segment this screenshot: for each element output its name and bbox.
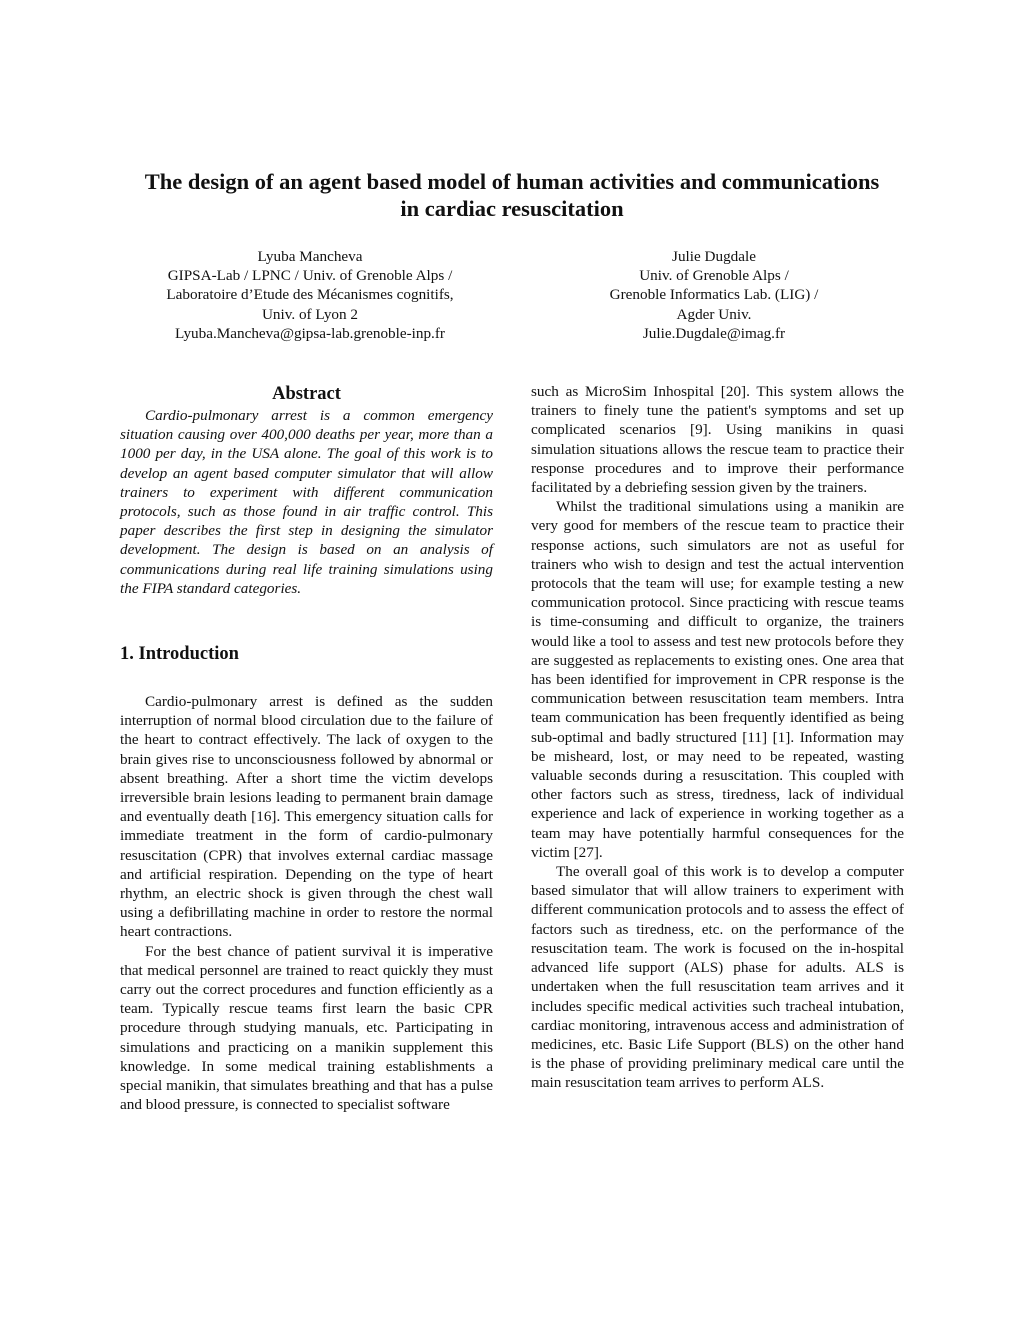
paper-title bbox=[100, 168, 924, 222]
author-email: Lyuba.Mancheva@gipsa-lab.grenoble-inp.fr bbox=[175, 324, 445, 342]
abstract-heading: Abstract bbox=[272, 384, 341, 404]
author-email: Julie.Dugdale@imag.fr bbox=[642, 324, 786, 342]
author-block-dugdale bbox=[504, 247, 924, 343]
author-affiliation: Grenoble Informatics Lab. (LIG) / bbox=[609, 286, 819, 304]
author-affiliation: Agder Univ. bbox=[676, 305, 752, 323]
body-paragraph: such as MicroSim Inhospital [20]. This system allows the trainers to finely tune the patient's symptoms and set up complicated scenarios [9]. Using manikins in quasi simulation situations allows the rescue team to practice their response procedures and to improve their performance facilitated by a debriefing session given by the trainers. bbox=[531, 383, 904, 497]
author-affiliation: Univ. of Grenoble Alps / bbox=[639, 267, 789, 285]
body-paragraph: Cardio-pulmonary arrest is defined as the sudden interruption of normal blood circulation due to the failure of the heart to contract effectively. The lack of oxygen to the brain gives rise to unconsciousness followed by abnormal or absent breathing. After a short time the victim develops irreversible brain lesions leading to permanent brain damage and eventually death [16]. This emergency situation calls for immediate treatment in the form of cardio-pulmonary resuscitation (CPR) that involves external cardiac massage and artificial respiration. Depending on the type of heart rhythm, an electric shock is given through the chest wall using a defibrillating machine in order to restore the normal heart contractions. bbox=[120, 693, 493, 941]
paper-title-line: The design of an agent based model of human activities and communications bbox=[144, 169, 880, 194]
author-name: Lyuba Mancheva bbox=[257, 248, 363, 265]
body-paragraph: The overall goal of this work is to develop a computer based simulator that will allow trainers to experiment with different communication protocols and to assess the effect of factors such as tiredness, etc. on the performance of the resuscitation team. The work is focused on the in-hospital advanced life support (ALS) phase for adults. ALS is undertaken when the full resuscitation team arrives and it includes specific medical activities such tracheal intubation, cardiac monitoring, intravenous access and administration of medicines, etc. Basic Life Support (BLS) on the other hand is the phase of providing preliminary medical care until the main resuscitation team arrives to perform ALS. bbox=[531, 863, 904, 1092]
body-paragraph: For the best chance of patient survival it is imperative that medical personnel are trained to react quickly they must carry out the correct procedures and function efficiently as a team. Typically rescue teams first learn the basic CPR procedure through studying manuals, etc. Participating in simulations and practicing on a manikin supplement this knowledge. In some medical training establishments a special manikin, that simulates breathing and that has a pulse and blood pressure, is connected to specialist software bbox=[120, 942, 493, 1114]
author-affiliation: Univ. of Lyon 2 bbox=[261, 305, 359, 323]
paper-title-line: in cardiac resuscitation bbox=[400, 196, 624, 221]
left-column bbox=[120, 383, 493, 1115]
author-affiliation: Laboratoire d’Etude des Mécanismes cognitifs, bbox=[166, 286, 454, 304]
body-paragraph: Whilst the traditional simulations using a manikin are very good for members of the rescue team to practice their response actions, such simulators are not as useful for trainers who wish to design and test the actual intervention protocols that the team will use; for example testing a new communication protocol. Since practicing with rescue teams is time-consuming and difficult to organize, the trainers would like a tool to assess and test new protocols before they are suggested as replacements to existing ones. One area that has been identified for improvement in CPR response is the communication between resuscitation team members. Intra team communication has been frequently identified as being sub-optimal and badly structured [11] [1]. Information may be misheard, lost, or may need to be repeated, wasting valuable seconds during a resuscitation. This coupled with other factors such as stress, tiredness, lack of individual experience and lack of experience in working together as a team may have potentially harmful consequences for the victim [27]. bbox=[531, 498, 904, 861]
right-column bbox=[531, 382, 904, 1093]
abstract-text: Cardio-pulmonary arrest is a common emergency situation causing over 400,000 deaths per year, more than a 1000 per day, in the USA alone. The goal of this work is to develop an agent based computer simulator that will allow trainers to experiment with different communication protocols, such as those found in air traffic control. This paper describes the first step in designing the simulator development. The design is based on an analysis of communications during real life training simulations using the FIPA standard categories. bbox=[120, 407, 493, 597]
author-affiliation: GIPSA-Lab / LPNC / Univ. of Grenoble Alps / bbox=[167, 267, 453, 285]
author-name: Julie Dugdale bbox=[672, 248, 756, 265]
section-heading-introduction: 1. Introduction bbox=[120, 644, 239, 665]
author-block-mancheva bbox=[100, 247, 520, 343]
